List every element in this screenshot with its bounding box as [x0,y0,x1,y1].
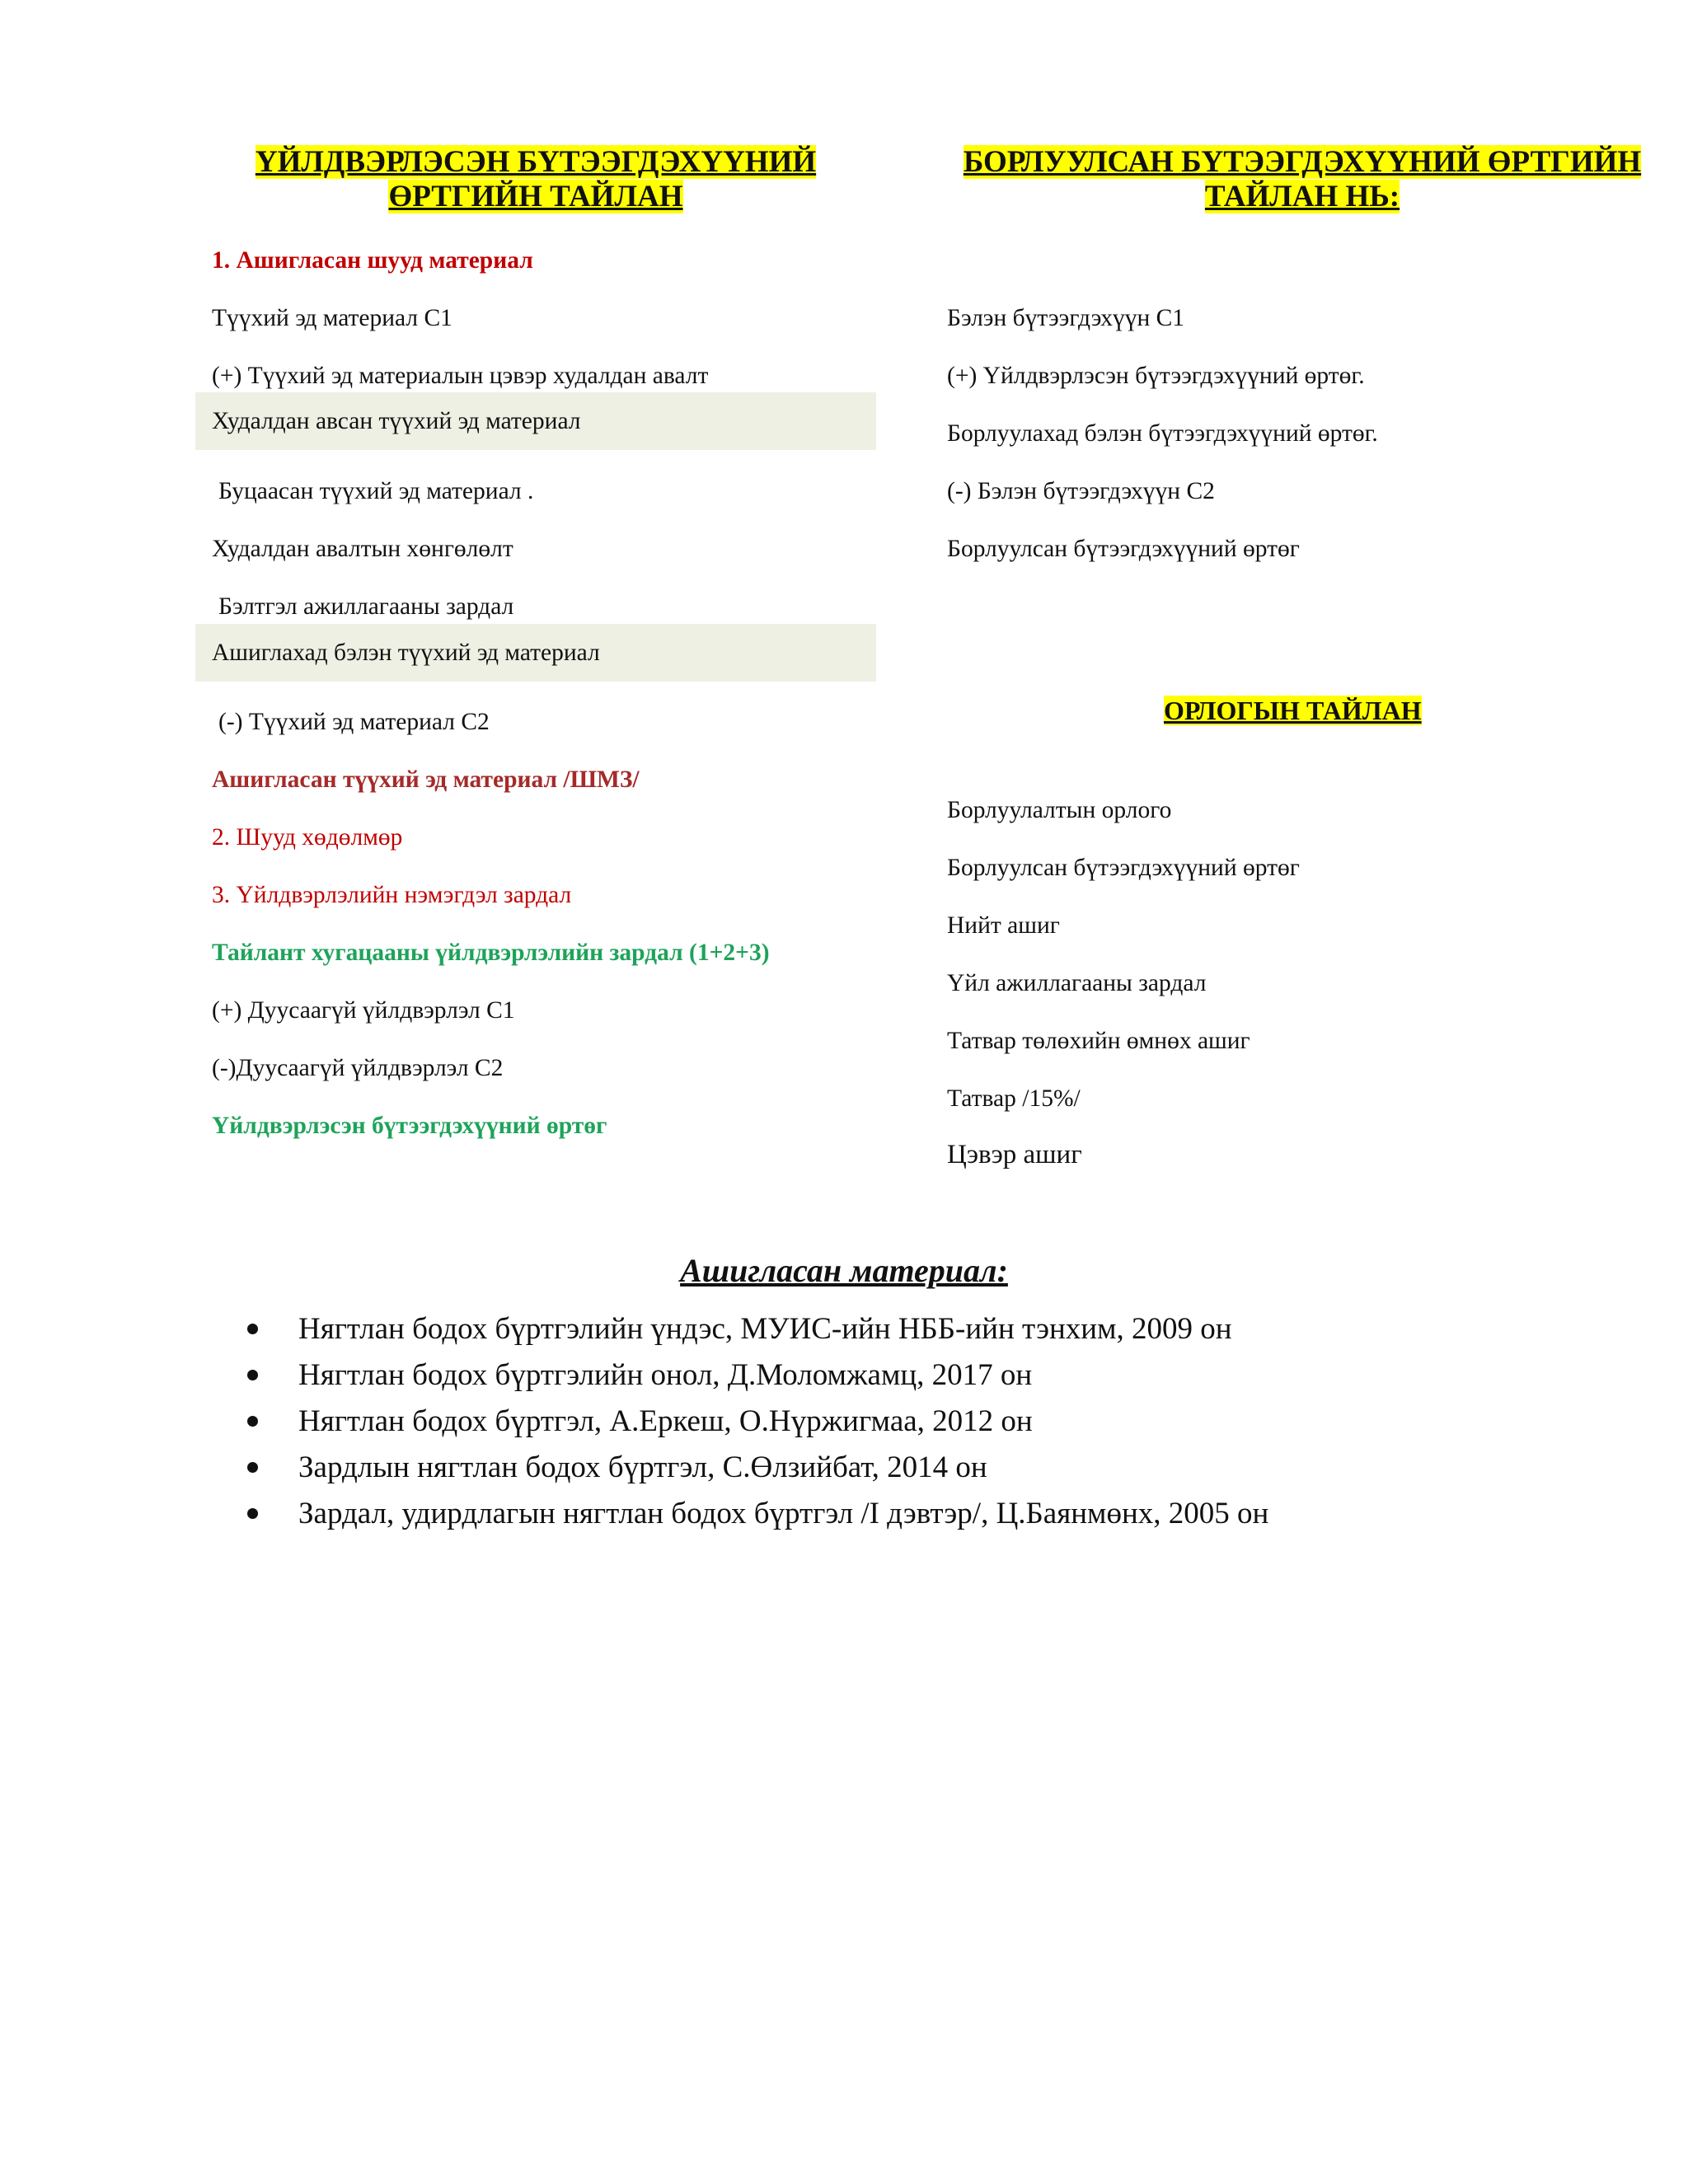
income-row: Татвар /15%/ [947,1085,1081,1112]
list-item: Зардал, удирдлагын нягтлан бодох бүртгэл /I дэвтэр/, Ц.Баянмөнх, 2005 он [244,1491,1268,1537]
income-row: Борлуулсан бүтээгдэхүүний өртөг [947,855,1300,881]
left-row: Буцаасан түүхий эд материал . [218,478,534,504]
right-row: (-) Бэлэн бүтээгдэхүүн С2 [947,478,1215,504]
left-row: 1. Ашигласан шууд материал [212,247,533,274]
references-title: Ашигласан материал: [680,1252,1008,1289]
right-row: Борлуулахад бэлэн бүтээгдэхүүний өртөг. [947,420,1378,447]
left-row: 2. Шууд хөдөлмөр [212,824,403,851]
production-cost-heading: ҮЙЛДВЭРЛЭСЭН БҮТЭЭГДЭХҮҮНИЙ ӨРТГИЙН ТАЙЛАН [255,145,817,213]
list-item: Нягтлан бодох бүртгэл, А.Еркеш, О.Нүржигмаа, 2012 он [244,1399,1268,1445]
income-row: Нийт ашиг [947,912,1060,939]
left-row: (-)Дуусаагүй үйлдвэрлэл С2 [212,1055,504,1081]
income-row: Борлуулалтын орлого [947,797,1172,823]
income-row: Үйл ажиллагааны зардал [947,970,1207,996]
right-row: Бэлэн бүтээгдэхүүн С1 [947,305,1185,331]
left-row: Худалдан авсан түүхий эд материал [195,392,876,450]
bullet-icon [247,1508,258,1519]
bullet-icon [247,1416,258,1427]
left-row: 3. Үйлдвэрлэлийн нэмэгдэл зардал [212,882,572,908]
list-item: Нягтлан бодох бүртгэлийн үндэс, МУИС-ийн НББ-ийн тэнхим, 2009 он [244,1306,1268,1352]
bullet-icon [247,1324,258,1334]
left-row: Бэлтгэл ажиллагааны зардал [218,593,514,620]
left-row: Түүхий эд материал С1 [212,305,452,331]
right-row: (+) Үйлдвэрлэсэн бүтээгдэхүүний өртөг. [947,363,1365,389]
left-row: Үйлдвэрлэсэн бүтээгдэхүүний өртөг [212,1113,607,1139]
income-row: Цэвэр ашиг [947,1140,1082,1169]
bullet-icon [247,1370,258,1380]
income-row: Татвар төлөхийн өмнөх ашиг [947,1028,1250,1054]
list-item: Зардлын нягтлан бодох бүртгэл, С.Өлзийбат, 2014 он [244,1445,1268,1491]
left-row: (-) Түүхий эд материал С2 [218,709,490,735]
right-row: Борлуулсан бүтээгдэхүүний өртөг [947,536,1300,562]
sold-goods-heading: БОРЛУУЛСАН БҮТЭЭГДЭХҮҮНИЙ ӨРТГИЙН ТАЙЛАН НЬ: [963,145,1642,213]
left-row: Тайлант хугацааны үйлдвэрлэлийн зардал (1+2+3) [212,940,770,966]
production-cost-report [195,145,876,1139]
bullet-icon [247,1462,258,1473]
left-row: (+) Дуусаагүй үйлдвэрлэл С1 [212,997,515,1024]
left-row: (+) Түүхий эд материалын цэвэр худалдан авалт [212,363,709,389]
references-list [244,1306,1268,1537]
list-item: Нягтлан бодох бүртгэлийн онол, Д.Моломжамц, 2017 он [244,1352,1268,1399]
income-statement-heading: ОРЛОГЫН ТАЙЛАН [1164,696,1422,725]
left-row: Ашигласан түүхий эд материал /ШМЗ/ [212,766,640,793]
left-row: Ашиглахад бэлэн түүхий эд материал [195,624,876,682]
left-row: Худалдан авалтын хөнгөлөлт [212,536,513,562]
